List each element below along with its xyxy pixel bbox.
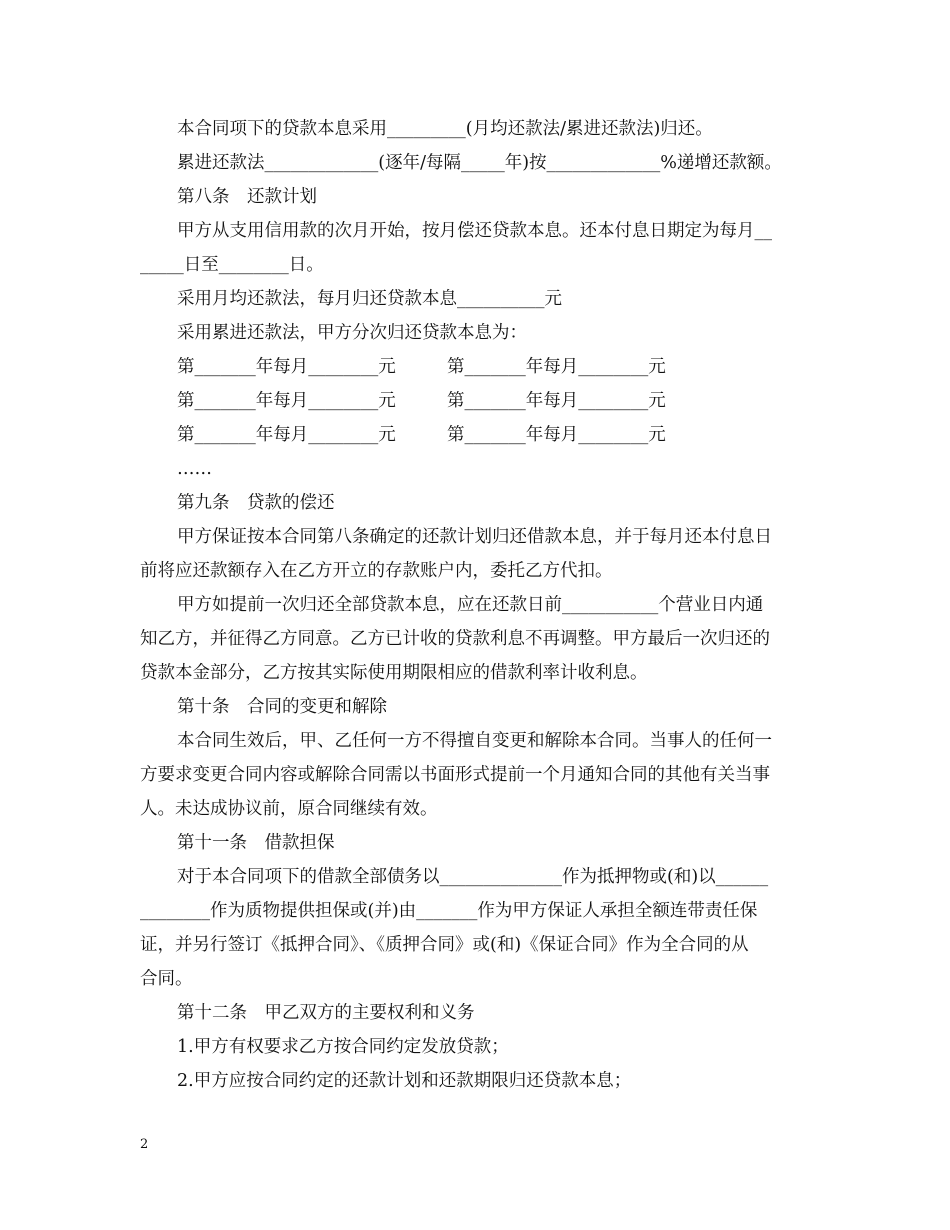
text-line: 第九条 贷款的偿还 [177,493,335,513]
text-line: 贷款本金部分，乙方按其实际使用期限相应的借款利率计收利息。 [140,663,648,683]
schedule-row [140,418,812,452]
text-line: 甲方保证按本合同第八条确定的还款计划归还借款本息，并于每月还本付息日 [177,527,772,547]
text-line: 对于本合同项下的借款全部债务以______________作为抵押物或(和)以______ [177,867,769,887]
text-line: 甲方从支用信用款的次月开始，按月偿还贷款本息。还本付息日期定为每月__ [177,221,772,241]
schedule-cell: 第_______年每月________元 [447,425,666,445]
text-line: 本合同项下的贷款本息采用_________(月均还款法/累进还款法)归还。 [177,119,713,139]
text-line: 第十二条 甲乙双方的主要权利和义务 [177,1003,475,1023]
schedule-cell: 第_______年每月________元 [447,357,666,377]
text-line: 人。未达成协议前，原合同继续有效。 [140,799,438,819]
schedule-cell: 第_______年每月________元 [447,391,666,411]
text-line: 方要求变更合同内容或解除合同需以书面形式提前一个月通知合同的其他有关当事 [140,765,770,785]
text-line: ________作为质物提供担保或(并)由_______作为甲方保证人承担全额连带责任保 [140,901,758,921]
text-line: 第十条 合同的变更和解除 [177,697,387,717]
text-line: 采用累进还款法，甲方分次归还贷款本息为： [177,323,527,343]
text-line: 第十一条 借款担保 [177,833,335,853]
text-line: 合同。 [140,969,193,989]
schedule-cell: 第_______年每月________元 [177,391,396,411]
text-line: 第八条 还款计划 [177,187,317,207]
schedule-row [140,350,812,384]
text-line: 采用月均还款法，每月归还贷款本息__________元 [177,289,562,309]
text-line: 本合同生效后，甲、乙任何一方不得擅自变更和解除本合同。当事人的任何一 [177,731,772,751]
paragraph-group-clauses [140,452,812,1098]
text-line: _____日至________日。 [140,255,324,275]
schedule-cell: 第_______年每月________元 [177,357,396,377]
schedule-cell: 第_______年每月________元 [177,425,396,445]
text-line: 前将应还款额存入在乙方开立的存款账户内，委托乙方代扣。 [140,561,613,581]
schedule-row [140,384,812,418]
text-line: …… [177,459,212,479]
repayment-schedule-table [140,350,812,452]
text-line: 证，并另行签订《抵押合同》、《质押合同》或(和)《保证合同》作为全合同的从 [140,935,749,955]
page-number: 2 [140,1137,149,1152]
text-line: 甲方如提前一次归还全部贷款本息，应在还款日前___________个营业日内通 [177,595,764,615]
text-line: 1.甲方有权要求乙方按合同约定发放贷款； [177,1037,509,1057]
text-line: 2.甲方应按合同约定的还款计划和还款期限归还贷款本息； [177,1071,632,1091]
text-line: 知乙方，并征得乙方同意。乙方已计收的贷款利息不再调整。甲方最后一次归还的 [140,629,770,649]
paragraph-group-repayment-method [140,112,812,350]
text-line: 累进还款法_____________(逐年/每隔_____年)按_____________%递增还款额。 [177,153,782,173]
document-body [140,112,812,1098]
